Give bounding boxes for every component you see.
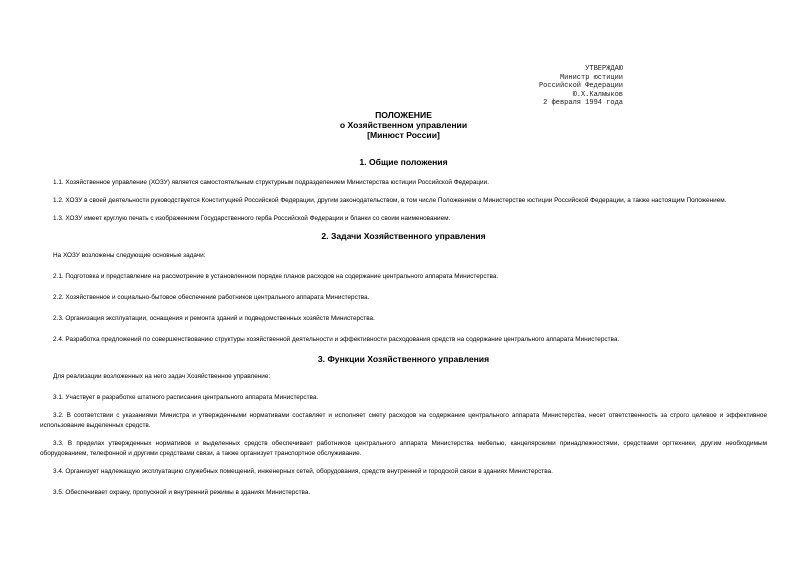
paragraph: 1.2. ХОЗУ в своей деятельности руководствуется Конституцией Российской Федерации, другим законодательством, в том числе Положением о Министерстве юстиции Российской Федерации, а также настоящим Положением. [53, 197, 727, 204]
paragraph: 3.2. В соответствии с указаниями Министра и утвержденными нормативами составляет и исполняет смету расходов на содержание центрального аппарата Министерства, несет ответственность за строго целевое и эффективное использование выделенных средств. [40, 412, 767, 429]
approval-line: 2 февраля 1994 года [543, 99, 623, 108]
approval-line: Российской Федерации [538, 82, 623, 91]
section-heading: 3. Функции Хозяйственного управления [317, 354, 490, 364]
paragraph: 3.4. Организует надлежащую эксплуатацию служебных помещений, инженерных сетей, оборудования, средств внутренней и городской связи в зданиях Министерства. [53, 468, 553, 475]
approval-line: Министр юстиции [559, 73, 623, 82]
title-line: о Хозяйственном управлении [339, 120, 468, 131]
section-heading: 1. Общие положения [359, 157, 448, 167]
approval-stamp [539, 65, 623, 108]
paragraph: 2.1. Подготовка и представление на рассмотрение в установленном порядке планов расходов на содержание центрального аппарата Министерства. [53, 273, 499, 280]
approval-line: УТВЕРЖДАЮ [585, 65, 623, 73]
document-title [0, 110, 807, 141]
paragraph: 2.4. Разработка предложений по совершенствованию структуры хозяйственной деятельности и эффективности расходования средств на содержание центрального аппарата Министерства. [53, 336, 620, 343]
document-body [40, 157, 767, 498]
paragraph: 3.5. Обеспечивает охрану, пропускной и внутренний режимы в зданиях Министерства. [53, 489, 311, 496]
paragraph: На ХОЗУ возложены следующие основные задачи: [53, 252, 206, 259]
paragraph: 2.2. Хозяйственное и социально-бытовое обеспечение работников центрального аппарата Министерства. [53, 294, 370, 301]
paragraph: 1.3. ХОЗУ имеет круглую печать с изображением Государственного герба Российской Федерации и бланки со своим наименованием. [53, 215, 451, 222]
paragraph: 3.1. Участвует в разработке штатного расписания центрального аппарата Министерства. [53, 394, 319, 401]
approval-line: Ю.Х.Калмыков [572, 90, 623, 99]
section-heading: 2. Задачи Хозяйственного управления [321, 231, 486, 241]
title-line: [Минюст России] [367, 130, 440, 141]
title-line: ПОЛОЖЕНИЕ [375, 110, 432, 120]
paragraph: 2.3. Организация эксплуатации, оснащения и ремонта зданий и подведомственных хозяйств Министерства. [53, 315, 375, 322]
paragraph: 1.1. Хозяйственное управление (ХОЗУ) является самостоятельным структурным подразделением Министерства юстиции Российской Федерации. [53, 179, 489, 186]
paragraph: Для реализации возложенных на него задач Хозяйственное управление: [53, 373, 271, 380]
paragraph: 3.3. В пределах утвержденных нормативов и выделенных средств обеспечивает работников центрального аппарата Министерства мебелью, канцелярскими принадлежностями, средствами оргтехники, другим необходимым оборудованием, телефонной и другими средствами связи, а также организует транспортное обслуживание. [40, 440, 767, 457]
